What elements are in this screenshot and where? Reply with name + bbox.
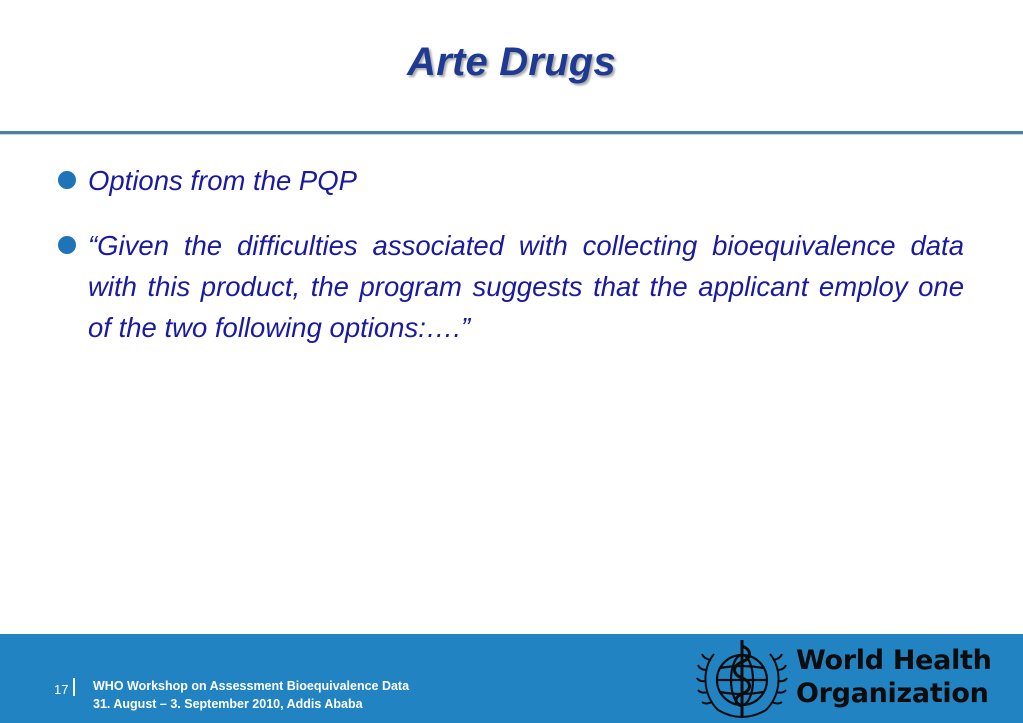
bullet-item-options <box>58 160 964 201</box>
footer-bar <box>0 634 1023 723</box>
bullet-text: Options from the PQP <box>88 165 357 196</box>
page-number: 17 <box>54 682 69 697</box>
slide-title: Arte Drugs <box>407 40 616 84</box>
who-emblem-icon <box>696 634 788 723</box>
bullet-dot-icon <box>58 171 76 189</box>
footer-workshop-title: WHO Workshop on Assessment Bioequivalence Data <box>93 679 410 693</box>
footer-event-date: 31. August – 3. September 2010, Addis Ababa <box>93 697 363 711</box>
who-org-name-line2: Organization <box>796 678 989 709</box>
bullet-text: “Given the difficulties associated with collecting bioequivalence data with this product, the program suggests that the applicant employ one of the two following options:….” <box>88 230 964 343</box>
bullet-list <box>58 160 964 348</box>
title-divider <box>0 131 1023 137</box>
bullet-dot-icon <box>58 236 76 254</box>
page-separator <box>73 678 75 696</box>
who-org-name-line1: World Health <box>796 645 992 676</box>
bullet-item-quote <box>58 225 964 348</box>
